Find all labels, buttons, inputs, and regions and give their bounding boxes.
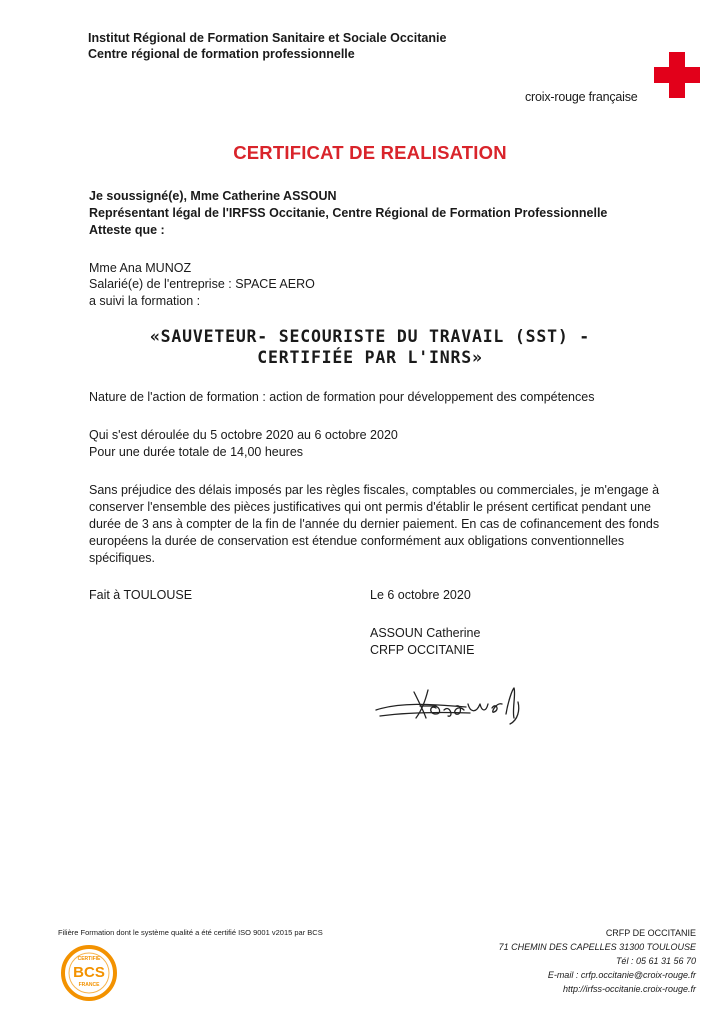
attests-line: Atteste que : xyxy=(89,223,165,237)
signer-organization: CRFP OCCITANIE xyxy=(370,643,475,657)
training-nature: Nature de l'action de formation : action de formation pour développement des compétences xyxy=(89,390,595,404)
legal-paragraph: Sans préjudice des délais imposés par les règles fiscales, comptables ou commerciales, je m'engage à conserver l'ensemble des pièces justificatives qui ont permis d'établir le présent certificat pendant une durée de 3 ans à compter de la fin de l'année du dernier paiement. En cas de cofinancement des fonds européens la durée de conservation est étendue conformément aux obligations conventionnelles spécifiques. xyxy=(89,483,660,565)
signatory-line: Je soussigné(e), Mme Catherine ASSOUN xyxy=(89,189,337,203)
formation-title-line1: «SAUVETEUR- SECOURISTE DU TRAVAIL (SST) - xyxy=(149,327,591,346)
quality-note: Filière Formation dont le système qualité a été certifié ISO 9001 v2015 par BCS xyxy=(58,928,323,937)
trainee-name: Mme Ana MUNOZ xyxy=(89,261,192,275)
handwritten-signature xyxy=(370,680,540,730)
address-phone: Tél : 05 61 31 56 70 xyxy=(615,956,696,966)
footer-address xyxy=(376,926,696,996)
followed-label: a suivi la formation : xyxy=(89,294,201,308)
signer-name: ASSOUN Catherine xyxy=(370,626,481,640)
training-period: Qui s'est déroulée du 5 octobre 2020 au 6 octobre 2020 xyxy=(89,428,398,442)
red-cross-icon xyxy=(654,52,700,98)
training-duration: Pour une durée totale de 14,00 heures xyxy=(89,445,304,459)
trainee-employer: Salarié(e) de l'entreprise : SPACE AERO xyxy=(89,277,315,291)
org-subtitle: Centre régional de formation professionnelle xyxy=(88,47,355,61)
org-name: Institut Régional de Formation Sanitaire et Sociale Occitanie xyxy=(88,31,447,45)
place-label: Fait à TOULOUSE xyxy=(89,588,193,602)
formation-title-line2: CERTIFIÉE PAR L'INRS» xyxy=(257,348,483,367)
address-website: http://irfss-occitanie.croix-rouge.fr xyxy=(562,984,696,994)
address-org: CRFP DE OCCITANIE xyxy=(605,928,696,938)
date-label: Le 6 octobre 2020 xyxy=(370,588,471,602)
bcs-badge-label: BCS xyxy=(73,964,105,981)
address-email: E-mail : crfp.occitanie@croix-rouge.fr xyxy=(547,970,696,980)
address-street: 71 CHEMIN DES CAPELLES 31300 TOULOUSE xyxy=(498,942,696,952)
brand-name: croix-rouge française xyxy=(525,90,638,104)
page-title: CERTIFICAT DE REALISATION xyxy=(233,142,507,163)
bcs-badge-bottom: FRANCE xyxy=(78,982,100,988)
bcs-badge-top: CERTIFIE xyxy=(77,956,101,962)
representative-line: Représentant légal de l'IRFSS Occitanie, Centre Régional de Formation Professionnelle xyxy=(89,206,608,220)
bcs-certification-badge xyxy=(60,944,118,1002)
